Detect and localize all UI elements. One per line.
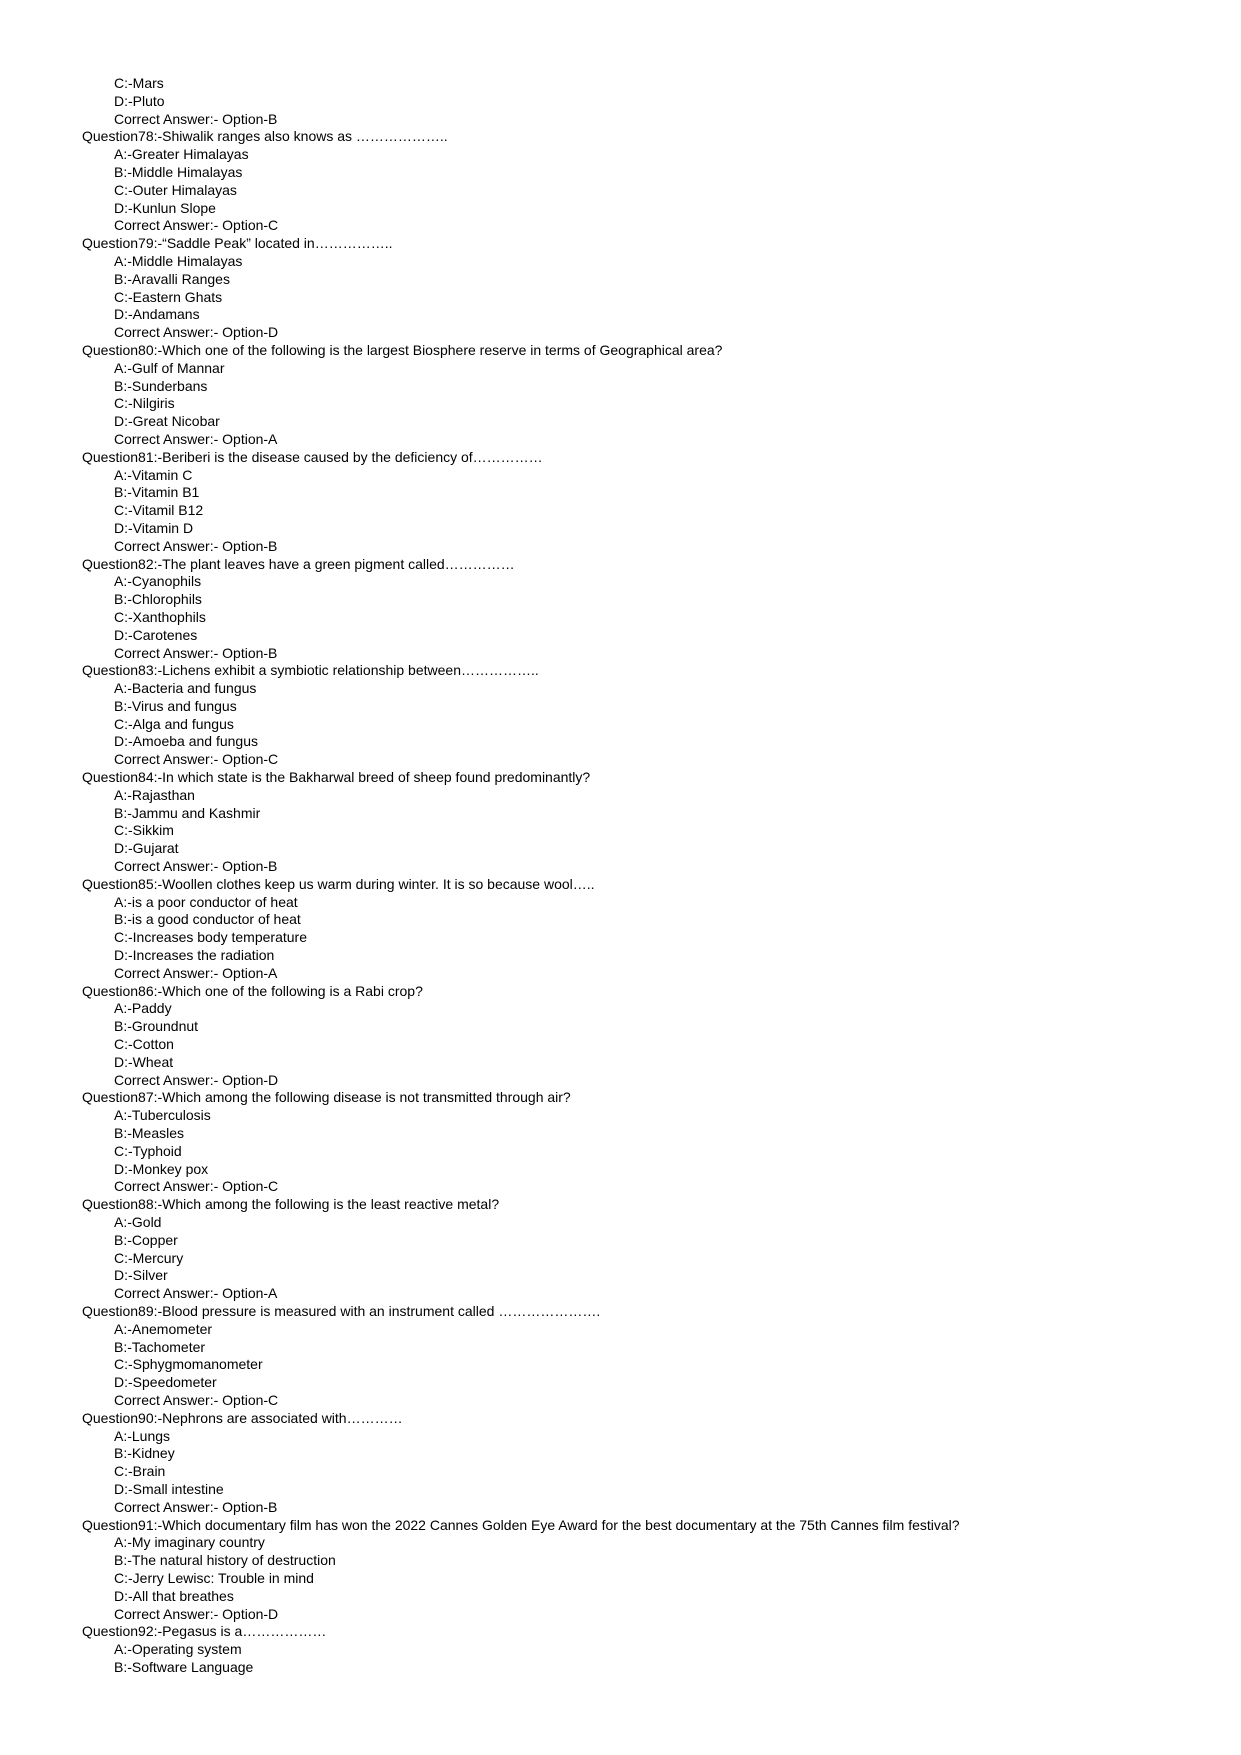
option-line: C:-Outer Himalayas	[114, 181, 237, 198]
option-line: D:-Small intestine	[114, 1480, 224, 1497]
option-line: D:-Andamans	[114, 306, 200, 323]
correct-answer-line: Correct Answer:- Option-D	[114, 324, 279, 341]
option-line: C:-Alga and fungus	[114, 715, 234, 732]
correct-answer-line: Correct Answer:- Option-D	[114, 1605, 279, 1622]
question-block	[82, 876, 1202, 983]
question-text: Question82:-The plant leaves have a green pigment called……………	[82, 555, 515, 572]
option-line: A:-Lungs	[114, 1427, 171, 1444]
option-line: D:-Amoeba and fungus	[114, 733, 258, 750]
correct-answer-line: Correct Answer:- Option-C	[114, 751, 279, 768]
question-text: Question88:-Which among the following is the least reactive metal?	[82, 1196, 500, 1213]
question-text: Question86:-Which one of the following is a Rabi crop?	[82, 982, 423, 999]
question-block	[82, 1517, 1202, 1624]
question-block	[82, 1410, 1202, 1517]
option-line: C:-Eastern Ghats	[114, 288, 223, 305]
option-line: D:-All that breathes	[114, 1587, 234, 1604]
option-line: B:-Kidney	[114, 1445, 175, 1462]
question-block	[82, 235, 1202, 342]
option-line: B:-is a good conductor of heat	[114, 911, 301, 928]
question-text: Question85:-Woollen clothes keep us warm during winter. It is so because wool…..	[82, 875, 595, 892]
option-line: C:-Vitamil B12	[114, 502, 204, 519]
option-line: C:-Mars	[114, 75, 164, 91]
question-text: Question92:-Pegasus is a………………	[82, 1623, 327, 1640]
question-text: Question81:-Beriberi is the disease caused by the deficiency of……………	[82, 448, 543, 465]
question-text: Question84:-In which state is the Bakharwal breed of sheep found predominantly?	[82, 769, 591, 786]
option-line: A:-Greater Himalayas	[114, 146, 249, 163]
option-line: B:-Groundnut	[114, 1018, 199, 1035]
correct-answer-line: Correct Answer:- Option-B	[114, 110, 278, 127]
option-line: D:-Pluto	[114, 92, 165, 109]
option-line: B:-Virus and fungus	[114, 697, 237, 714]
correct-answer-line: Correct Answer:- Option-A	[114, 430, 278, 447]
option-line: C:-Jerry Lewisc: Trouble in mind	[114, 1569, 314, 1586]
lead-block	[82, 75, 1202, 128]
option-line: C:-Cotton	[114, 1036, 174, 1053]
option-line: B:-The natural history of destruction	[114, 1552, 336, 1569]
option-line: B:-Jammu and Kashmir	[114, 804, 261, 821]
question-block	[82, 342, 1202, 449]
option-line: B:-Aravalli Ranges	[114, 270, 230, 287]
option-line: A:-Gold	[114, 1214, 162, 1230]
question-block	[82, 1089, 1202, 1196]
option-line: A:-Rajasthan	[114, 786, 195, 803]
question-block	[82, 1623, 1202, 1676]
option-line: D:-Great Nicobar	[114, 413, 220, 430]
question-block	[82, 1196, 1202, 1303]
question-paper-page	[82, 75, 1202, 1677]
question-block	[82, 556, 1202, 663]
questions-list	[82, 128, 1202, 1676]
correct-answer-line: Correct Answer:- Option-A	[114, 1285, 278, 1302]
option-line: D:-Wheat	[114, 1053, 174, 1070]
question-text: Question80:-Which one of the following is the largest Biosphere reserve in terms of Geographical area?	[82, 341, 723, 358]
question-text: Question89:-Blood pressure is measured with an instrument called ………………….	[82, 1302, 601, 1319]
question-block	[82, 1303, 1202, 1410]
option-line: B:-Middle Himalayas	[114, 163, 243, 180]
correct-answer-line: Correct Answer:- Option-B	[114, 537, 278, 554]
option-line: D:-Speedometer	[114, 1374, 217, 1391]
question-text: Question83:-Lichens exhibit a symbiotic relationship between……………..	[82, 662, 539, 679]
option-line: A:-My imaginary country	[114, 1534, 265, 1551]
option-line: C:-Mercury	[114, 1249, 184, 1266]
correct-answer-line: Correct Answer:- Option-A	[114, 964, 278, 981]
correct-answer-line: Correct Answer:- Option-B	[114, 1498, 278, 1515]
option-line: D:-Carotenes	[114, 626, 198, 643]
option-line: B:-Chlorophils	[114, 591, 202, 608]
correct-answer-line: Correct Answer:- Option-B	[114, 858, 278, 875]
question-block	[82, 662, 1202, 769]
option-line: A:-Anemometer	[114, 1320, 213, 1337]
option-line: C:-Typhoid	[114, 1142, 182, 1159]
question-block	[82, 449, 1202, 556]
option-line: D:-Gujarat	[114, 840, 179, 857]
question-block	[82, 769, 1202, 876]
option-line: C:-Increases body temperature	[114, 929, 307, 946]
option-line: C:-Xanthophils	[114, 608, 206, 625]
option-line: A:-Bacteria and fungus	[114, 680, 257, 697]
option-line: D:-Vitamin D	[114, 519, 194, 536]
correct-answer-line: Correct Answer:- Option-B	[114, 644, 278, 661]
option-line: C:-Sphygmomanometer	[114, 1356, 263, 1373]
option-line: D:-Silver	[114, 1267, 168, 1284]
correct-answer-line: Correct Answer:- Option-C	[114, 1391, 279, 1408]
correct-answer-line: Correct Answer:- Option-D	[114, 1071, 279, 1088]
option-line: A:-Middle Himalayas	[114, 252, 243, 269]
option-line: A:-Paddy	[114, 1000, 172, 1017]
option-line: A:-Tuberculosis	[114, 1107, 211, 1124]
question-text: Question79:-“Saddle Peak” located in……………..	[82, 235, 393, 252]
option-line: B:-Measles	[114, 1125, 185, 1142]
option-line: B:-Tachometer	[114, 1338, 206, 1355]
correct-answer-line: Correct Answer:- Option-C	[114, 1178, 279, 1195]
question-text: Question87:-Which among the following disease is not transmitted through air?	[82, 1089, 571, 1106]
option-line: C:-Nilgiris	[114, 395, 175, 412]
question-text: Question78:-Shiwalik ranges also knows as ………………..	[82, 128, 448, 145]
option-line: A:-Operating system	[114, 1641, 242, 1658]
option-line: C:-Brain	[114, 1463, 166, 1480]
question-block	[82, 128, 1202, 235]
question-block	[82, 983, 1202, 1090]
option-line: A:-is a poor conductor of heat	[114, 893, 298, 910]
option-line: C:-Sikkim	[114, 822, 174, 839]
option-line: D:-Monkey pox	[114, 1160, 209, 1177]
option-line: B:-Copper	[114, 1231, 178, 1248]
option-line: A:-Cyanophils	[114, 573, 202, 590]
option-line: D:-Kunlun Slope	[114, 199, 216, 216]
option-line: A:-Vitamin C	[114, 466, 193, 483]
option-line: A:-Gulf of Mannar	[114, 359, 225, 376]
question-text: Question91:-Which documentary film has won the 2022 Cannes Golden Eye Award for the best documentary at the 75th Cannes film festival?	[82, 1516, 960, 1533]
option-line: D:-Increases the radiation	[114, 947, 275, 964]
correct-answer-line: Correct Answer:- Option-C	[114, 217, 279, 234]
option-line: B:-Sunderbans	[114, 377, 208, 394]
question-text: Question90:-Nephrons are associated with…………	[82, 1409, 403, 1426]
option-line: B:-Vitamin B1	[114, 484, 200, 501]
option-line: B:-Software Language	[114, 1658, 254, 1675]
